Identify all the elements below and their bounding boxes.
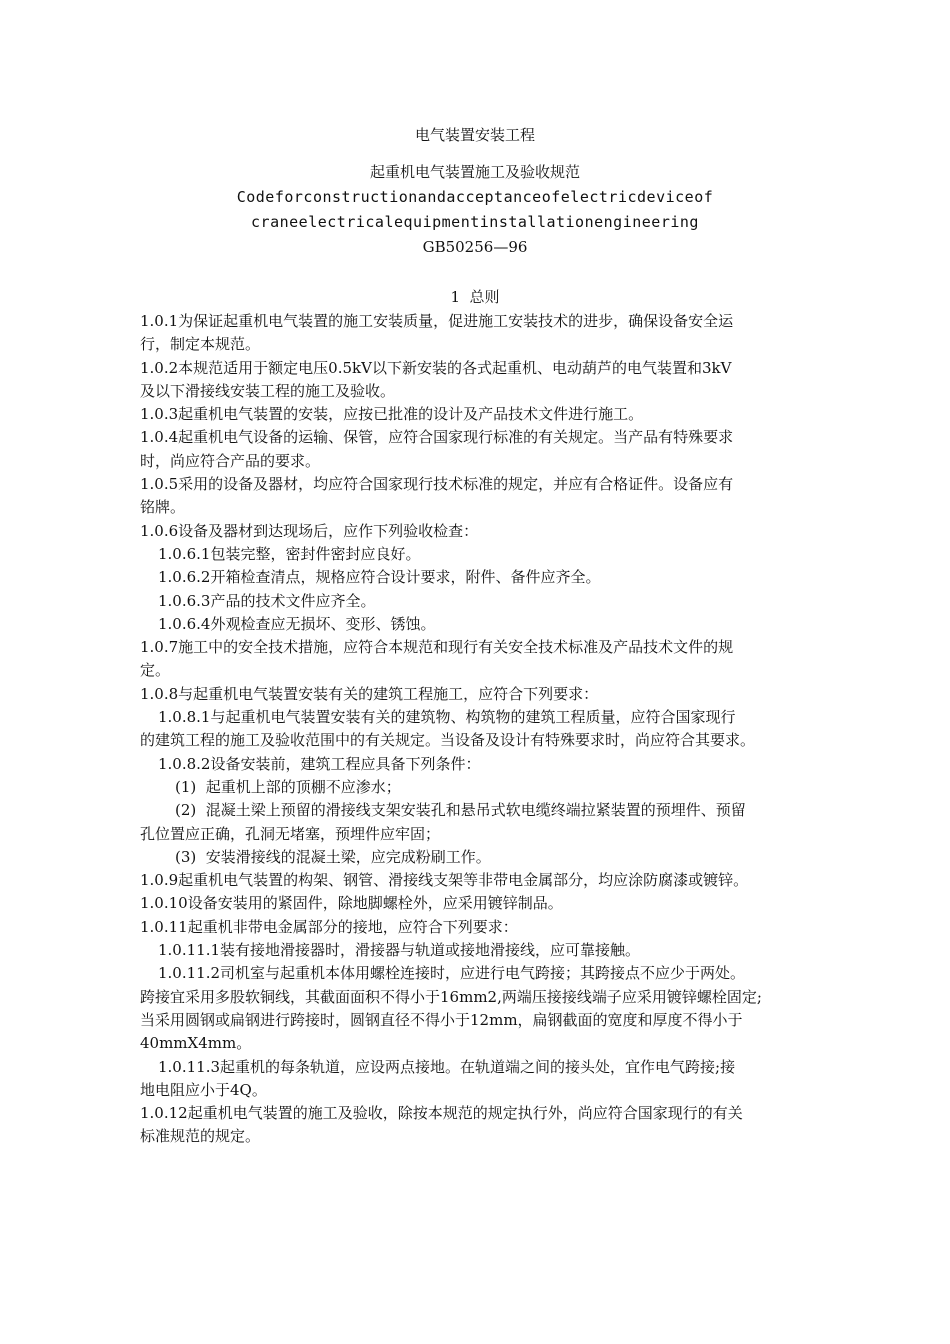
standard-code: GB50256—96: [422, 238, 528, 256]
paragraph-line: 1.0.5采用的设备及器材，均应符合国家现行技术标准的规定，并应有合格证件。设备应有: [140, 475, 734, 494]
paragraph-line: 1.0.6.2开箱检查清点，规格应符合设计要求，附件、备件应齐全。: [158, 568, 601, 587]
paragraph-line: 1.0.3起重机电气装置的安装，应按已批准的设计及产品技术文件进行施工。: [140, 405, 644, 424]
paragraph-line: 1.0.8.2设备安装前，建筑工程应具备下列条件：: [158, 754, 481, 773]
paragraph-line: 1.0.8与起重机电气装置安装有关的建筑工程施工，应符合下列要求：: [140, 684, 599, 703]
paragraph-line: 1.0.6设备及器材到达现场后，应作下列验收检查：: [140, 521, 479, 540]
paragraph-line: 定。: [140, 661, 171, 680]
paragraph-line: 跨接宜采用多股软铜线，其截面面积不得小于16mm2,两端压接接线端子应采用镀锌螺栓固定;: [140, 987, 762, 1006]
paragraph-line: 1.0.11起重机非带电金属部分的接地，应符合下列要求：: [140, 917, 518, 936]
paragraph-line: 1.0.11.1装有接地滑接器时，滑接器与轨道或接地滑接线，应可靠接触。: [158, 941, 641, 960]
paragraph-line: 1.0.6.4外观检查应无损坏、变形、锈蚀。: [158, 614, 436, 633]
paragraph-line: 1.0.6.3产品的技术文件应齐全。: [158, 591, 376, 610]
doc-title: 起重机电气装置施工及验收规范: [369, 163, 580, 181]
paragraph-line: 行，制定本规范。: [140, 335, 261, 354]
paragraph-line: 1.0.2本规范适用于额定电压0.5kV以下新安装的各式起重机、电动葫芦的电气装置和3kV: [140, 358, 732, 377]
paragraph-line: 标准规范的规定。: [140, 1127, 261, 1146]
paragraph-line: (1) 起重机上部的顶棚不应渗水；: [175, 777, 401, 796]
paragraph-line: 1.0.10设备安装用的紧固件，除地脚螺栓外，应采用镀锌制品。: [140, 894, 563, 913]
paragraph-line: 1.0.1为保证起重机电气装置的施工安装质量，促进施工安装技术的进步，确保设备安全运: [140, 312, 734, 330]
doc-category-title: 电气装置安装工程: [414, 126, 535, 144]
paragraph-line: 及以下滑接线安装工程的施工及验收。: [140, 381, 396, 400]
english-title-line-2: craneelectricalequipmentinstallationengineering: [251, 213, 699, 231]
paragraph-line: 1.0.7施工中的安全技术措施，应符合本规范和现行有关安全技术标准及产品技术文件的规: [140, 638, 734, 657]
paragraph-line: 当采用圆钢或扁钢进行跨接时，圆钢直径不得小于12mm，扁钢截面的宽度和厚度不得小于: [140, 1010, 743, 1029]
paragraph-line: (3) 安装滑接线的混凝土梁，应完成粉刷工作。: [175, 847, 491, 866]
paragraph-line: 40mmX4mm。: [140, 1034, 252, 1053]
paragraph-line: (2) 混凝土梁上预留的滑接线支架安装孔和悬吊式软电缆终端拉紧装置的预埋件、预留: [175, 801, 746, 820]
paragraph-line: 1.0.6.1包装完整，密封件密封应良好。: [158, 544, 421, 563]
paragraph-line: 1.0.9起重机电气装置的构架、钢管、滑接线支架等非带电金属部分，均应涂防腐漆或镀锌。: [140, 871, 749, 890]
paragraph-line: 孔位置应正确，孔洞无堵塞，预埋件应牢固；: [140, 824, 441, 843]
english-title-line-1: Codeforconstructionandacceptanceofelectricdeviceof: [236, 188, 714, 206]
paragraph-line: 1.0.8.1与起重机电气装置安装有关的建筑物、构筑物的建筑工程质量，应符合国家现行: [158, 708, 736, 727]
body-text: [140, 310, 830, 1149]
paragraph-line: 铭牌。: [140, 498, 186, 517]
paragraph-line: 1.0.12起重机电气装置的施工及验收，除按本规范的规定执行外，尚应符合国家现行的有关: [140, 1104, 743, 1123]
paragraph-line: 的建筑工程的施工及验收范围中的有关规定。当设备及设计有特殊要求时，尚应符合其要求。: [140, 731, 756, 750]
paragraph-line: 1.0.11.3起重机的每条轨道，应设两点接地。在轨道端之间的接头处，宜作电气跨接;接: [158, 1057, 736, 1076]
paragraph-line: 1.0.4起重机电气设备的运输、保管，应符合国家现行标准的有关规定。当产品有特殊要求: [140, 428, 734, 447]
paragraph-line: 时，尚应符合产品的要求。: [140, 451, 321, 470]
paragraph-line: 1.0.11.2司机室与起重机本体用螺栓连接时，应进行电气跨接；其跨接点不应少于两处。: [158, 964, 746, 983]
paragraph-line: 地电阻应小于4Q。: [140, 1080, 267, 1099]
section-title: 1 总则: [450, 288, 500, 306]
